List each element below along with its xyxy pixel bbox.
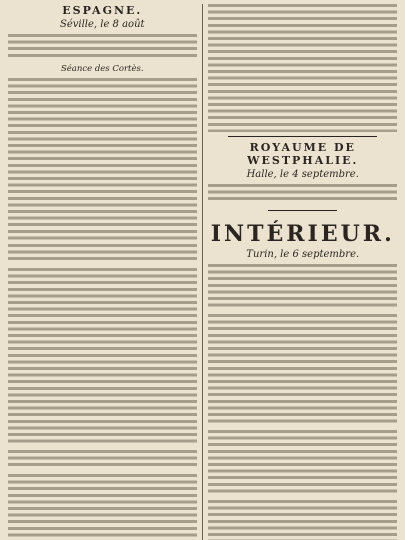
text-block — [8, 78, 197, 240]
heading-interieur: INTÉRIEUR. — [210, 221, 395, 247]
text-block — [208, 264, 397, 310]
text-block — [208, 500, 397, 540]
text-block — [208, 184, 397, 204]
text-block — [8, 450, 197, 470]
subheading-seance: Séance des Cortès. — [60, 64, 144, 74]
text-block — [8, 244, 197, 264]
column-layout — [8, 4, 397, 540]
text-block — [208, 314, 397, 426]
text-block — [208, 430, 397, 496]
heading-espagne: ESPAGNE. — [62, 4, 143, 17]
text-block — [8, 474, 197, 540]
dateline-seville: Séville, le 8 août — [59, 19, 145, 30]
text-block — [8, 268, 197, 446]
column-divider — [202, 4, 203, 540]
dateline-halle: Halle, le 4 septembre. — [246, 169, 359, 180]
text-block — [8, 34, 197, 60]
text-block — [208, 4, 397, 132]
section-divider — [268, 210, 337, 211]
right-column — [203, 4, 397, 540]
heading-westphalie: ROYAUME DE WESTPHALIE. — [247, 141, 359, 167]
section-divider — [228, 136, 377, 137]
dateline-turin: Turin, le 6 septembre. — [246, 249, 360, 260]
left-column — [8, 4, 201, 540]
